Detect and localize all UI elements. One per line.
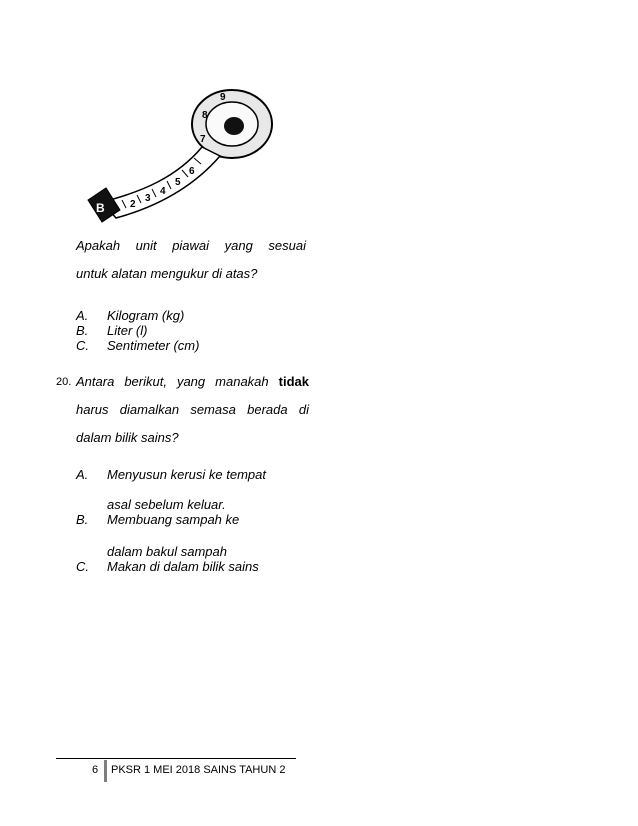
word: yang — [224, 238, 253, 253]
q20-stem-line2 — [76, 402, 309, 417]
word: sesuai — [268, 238, 306, 253]
q19-stem-line2: untuk alatan mengukur di atas? — [76, 266, 258, 281]
footer-rule — [56, 758, 296, 759]
q20-option-a-line2: asal sebelum keluar. — [107, 497, 226, 512]
q19-option-a-letter: A. — [76, 308, 89, 323]
word: piawai — [172, 238, 210, 253]
word: harus — [76, 402, 109, 417]
q20-number: 20. — [56, 376, 72, 388]
svg-text:8: 8 — [202, 110, 208, 121]
svg-text:2: 2 — [130, 199, 136, 210]
word: unit — [135, 238, 157, 253]
svg-text:4: 4 — [160, 186, 166, 197]
q19-stem-line1 — [76, 238, 306, 253]
q19-option-c-letter: C. — [76, 338, 89, 353]
svg-text:B: B — [96, 201, 105, 215]
q20-option-b-letter: B. — [76, 512, 89, 527]
word: semasa — [190, 402, 236, 417]
svg-text:3: 3 — [145, 193, 151, 204]
q20-stem-line1 — [76, 374, 309, 389]
q20-stem-line3: dalam bilik sains? — [76, 430, 179, 445]
word: di — [298, 402, 309, 417]
q19-option-b-letter: B. — [76, 323, 89, 338]
word: Antara — [76, 374, 115, 389]
q20-option-b-line2: dalam bakul sampah — [107, 544, 227, 559]
word: yang — [176, 374, 206, 389]
word: manakah — [215, 374, 269, 389]
q19-option-c-text: Sentimeter (cm) — [107, 338, 200, 353]
q20-option-c-letter: C. — [76, 559, 89, 574]
emphasis-word: tidak — [278, 374, 309, 389]
footer-title: PKSR 1 MEI 2018 SAINS TAHUN 2 — [111, 764, 286, 776]
measuring-tape-icon — [82, 82, 282, 230]
footer-divider — [104, 760, 107, 782]
word: Apakah — [76, 238, 121, 253]
svg-text:6: 6 — [189, 166, 195, 177]
svg-text:7: 7 — [200, 134, 206, 145]
q19-option-b-text: Liter (l) — [107, 323, 148, 338]
word: berikut, — [124, 374, 167, 389]
page-number: 6 — [92, 764, 99, 776]
word: berada — [247, 402, 288, 417]
q20-option-b-line1: Membuang sampah ke — [107, 512, 240, 527]
measuring-tape-image — [82, 82, 282, 230]
q20-option-c-line1: Makan di dalam bilik sains — [107, 559, 259, 574]
svg-text:5: 5 — [175, 177, 181, 188]
svg-text:9: 9 — [220, 92, 226, 103]
word: diamalkan — [119, 402, 180, 417]
q20-option-a-line1: Menyusun kerusi ke tempat — [107, 467, 266, 482]
q20-option-a-letter: A. — [76, 467, 89, 482]
q19-option-a-text: Kilogram (kg) — [107, 308, 185, 323]
